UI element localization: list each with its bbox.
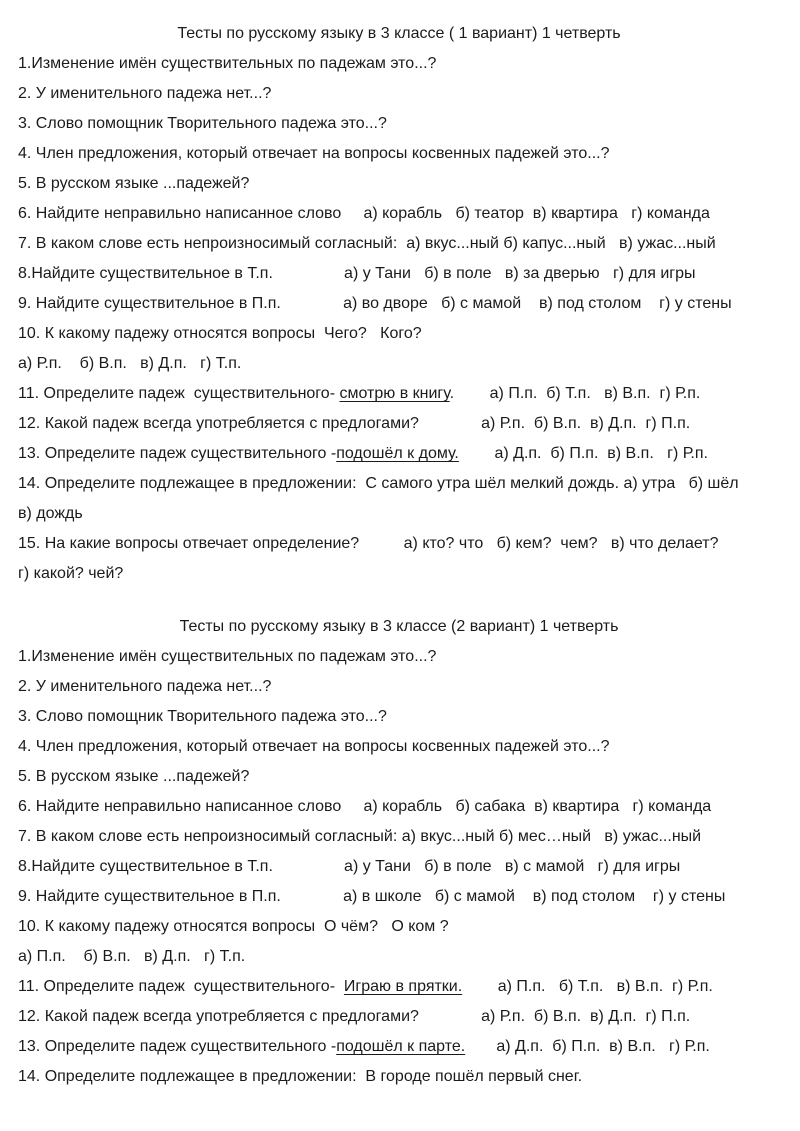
text-line [18, 109, 780, 139]
text-segment: а) П.п. б) В.п. в) Д.п. г) Т.п. [18, 948, 246, 965]
text-line [18, 529, 780, 559]
underlined-phrase: Играю в прятки. [343, 978, 463, 995]
text-line [18, 79, 780, 109]
text-line [18, 379, 780, 409]
section-title: Тесты по русскому языку в 3 классе ( 1 вариант) 1 четверть [177, 25, 621, 42]
text-segment: 14. Определите подлежащее в предложении: С самого утра шёл мелкий дождь. а) утра б) шёл [18, 475, 739, 492]
text-segment: 10. К какому падежу относятся вопросы Чего? Кого? [18, 325, 422, 342]
text-segment: 7. В каком слове есть непроизносимый согласный: а) вкус...ный б) капус...ный в) ужас...ный [18, 235, 716, 252]
text-segment: 2. У именительного падежа нет...? [18, 678, 272, 695]
underlined-phrase: подошёл к дому. [336, 445, 459, 462]
text-segment: 13. Определите падеж существительного - [18, 1038, 337, 1055]
text-line [18, 139, 780, 169]
text-segment: 5. В русском языке ...падежей? [18, 768, 250, 785]
text-line [18, 319, 780, 349]
text-segment: 4. Член предложения, который отвечает на вопросы косвенных падежей это...? [18, 145, 610, 162]
text-line [18, 852, 780, 882]
test-section-variant-2 [18, 612, 780, 1092]
text-line [18, 49, 780, 79]
text-line [18, 1032, 780, 1062]
text-segment: а) Р.п. б) В.п. в) Д.п. г) Т.п. [18, 355, 242, 372]
text-line [18, 822, 780, 852]
text-segment: 6. Найдите неправильно написанное слово а) корабль б) театор в) квартира г) команда [18, 205, 710, 222]
text-segment: г) какой? чей? [18, 565, 124, 582]
text-segment: 11. Определите падеж существительного- [18, 978, 344, 995]
text-segment: 8.Найдите существительное в Т.п. а) у Тани б) в поле в) с мамой г) для игры [18, 858, 681, 875]
text-line [18, 169, 780, 199]
text-line [18, 702, 780, 732]
text-line [18, 672, 780, 702]
text-line [18, 762, 780, 792]
text-segment: 11. Определите падеж существительного- [18, 385, 340, 402]
text-segment: . а) П.п. б) Т.п. в) В.п. г) Р.п. [449, 385, 701, 402]
text-segment: 10. К какому падежу относятся вопросы О чём? О ком ? [18, 918, 449, 935]
text-segment: а) Д.п. б) П.п. в) В.п. г) Р.п. [465, 1038, 710, 1055]
text-segment: 1.Изменение имён существительных по падежам это...? [18, 648, 437, 665]
text-line [18, 439, 780, 469]
text-line [18, 469, 780, 499]
underlined-phrase: подошёл к парте. [336, 1038, 466, 1055]
text-segment: 3. Слово помощник Творительного падежа это...? [18, 115, 387, 132]
text-segment: 6. Найдите неправильно написанное слово а) корабль б) сабака в) квартира г) команда [18, 798, 712, 815]
text-line [18, 642, 780, 672]
text-line [18, 882, 780, 912]
text-line [18, 409, 780, 439]
text-segment: 12. Какой падеж всегда употребляется с предлогами? а) Р.п. б) В.п. в) Д.п. г) П.п. [18, 415, 691, 432]
text-segment: 7. В каком слове есть непроизносимый согласный: а) вкус...ный б) мес…ный в) ужас...ный [18, 828, 702, 845]
text-line [18, 259, 780, 289]
text-segment: 5. В русском языке ...падежей? [18, 175, 250, 192]
text-line [18, 199, 780, 229]
text-segment: 3. Слово помощник Творительного падежа это...? [18, 708, 387, 725]
text-line [18, 1062, 780, 1092]
text-segment: 2. У именительного падежа нет...? [18, 85, 272, 102]
text-line [18, 972, 780, 1002]
text-line [18, 732, 780, 762]
text-line [18, 349, 780, 379]
text-segment: 12. Какой падеж всегда употребляется с предлогами? а) Р.п. б) В.п. в) Д.п. г) П.п. [18, 1008, 691, 1025]
text-segment: 4. Член предложения, который отвечает на вопросы косвенных падежей это...? [18, 738, 610, 755]
text-segment: 8.Найдите существительное в Т.п. а) у Тани б) в поле в) за дверью г) для игры [18, 265, 696, 282]
text-line [18, 289, 780, 319]
underlined-phrase: смотрю в книгу [339, 385, 450, 402]
text-segment: 9. Найдите существительное в П.п. а) во дворе б) с мамой в) под столом г) у стены [18, 295, 732, 312]
text-line [18, 942, 780, 972]
text-segment: 14. Определите подлежащее в предложении: В городе пошёл первый снег. [18, 1068, 583, 1085]
text-line [18, 229, 780, 259]
text-line [18, 559, 780, 589]
text-line [18, 792, 780, 822]
text-line [18, 499, 780, 529]
text-segment: в) дождь [18, 505, 83, 522]
text-segment: 15. На какие вопросы отвечает определение? а) кто? что б) кем? чем? в) что делает? [18, 535, 719, 552]
text-segment: а) Д.п. б) П.п. в) В.п. г) Р.п. [458, 445, 708, 462]
text-segment: 13. Определите падеж существительного - [18, 445, 337, 462]
text-segment: 9. Найдите существительное в П.п. а) в школе б) с мамой в) под столом г) у стены [18, 888, 726, 905]
text-line [18, 1002, 780, 1032]
section-title: Тесты по русскому языку в 3 классе (2 вариант) 1 четверть [179, 618, 619, 635]
text-segment: а) П.п. б) Т.п. в) В.п. г) Р.п. [462, 978, 713, 995]
test-section-variant-1 [18, 19, 780, 589]
text-line [18, 912, 780, 942]
text-segment: 1.Изменение имён существительных по падежам это...? [18, 55, 437, 72]
